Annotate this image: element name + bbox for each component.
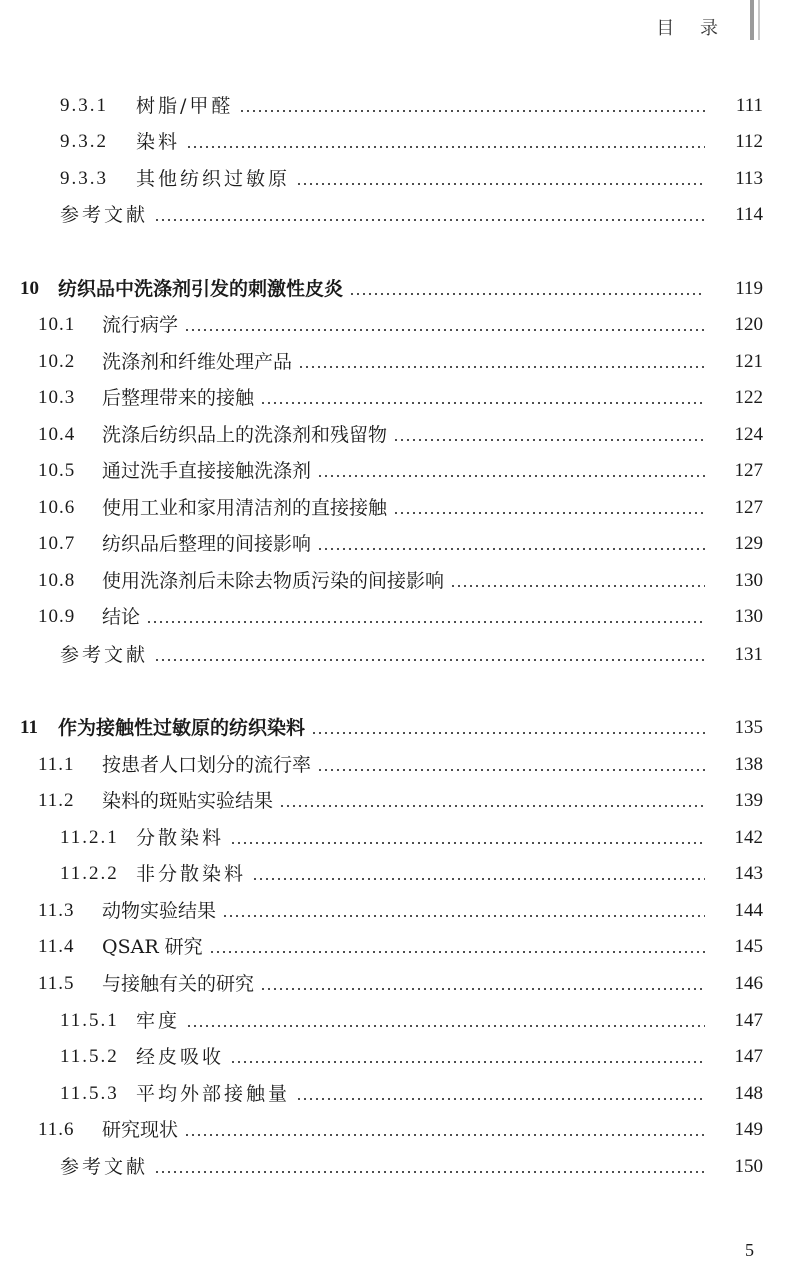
entry-page: 149 (734, 1119, 763, 1140)
entry-title: 通过洗手直接接触洗涤剂 (102, 460, 312, 482)
entry-title: 分散染料 (136, 827, 225, 849)
dot-leader (186, 1025, 705, 1027)
dot-leader (184, 329, 705, 331)
entry-title: 其他纺织过敏原 (136, 168, 291, 190)
entry-page: 114 (735, 204, 763, 225)
entry-number: 11.2.1 (60, 827, 119, 848)
entry-page: 131 (734, 644, 763, 665)
entry-page: 146 (734, 973, 763, 994)
entry-number: 11.5 (38, 973, 75, 994)
entry-page: 148 (734, 1083, 763, 1104)
toc-entry[interactable] (0, 161, 790, 191)
entry-title: 染料的斑贴实验结果 (102, 790, 274, 812)
entry-title: 参考文献 (60, 1156, 149, 1178)
dot-leader (186, 146, 705, 148)
toc-entry-references[interactable] (0, 197, 790, 227)
entry-number: 10.1 (38, 314, 76, 335)
entry-page: 150 (734, 1156, 763, 1177)
dot-leader (296, 1098, 705, 1100)
entry-number: 10.3 (38, 387, 76, 408)
page-number: 5 (745, 1240, 754, 1260)
toc-entry[interactable] (0, 929, 790, 959)
dot-leader (154, 659, 705, 661)
toc-entry[interactable] (0, 966, 790, 996)
entry-page: 147 (734, 1046, 763, 1067)
entry-page: 130 (734, 570, 763, 591)
entry-title: 参考文献 (60, 644, 149, 666)
toc-entry[interactable] (0, 820, 790, 850)
entry-number: 9.3.1 (60, 95, 108, 116)
entry-title: 非分散染料 (136, 863, 247, 885)
entry-number: 11.1 (38, 754, 75, 775)
entry-title: 洗涤后纺织品上的洗涤剂和残留物 (102, 424, 388, 446)
entry-page: 112 (735, 131, 763, 152)
entry-number: 11.5.2 (60, 1046, 119, 1067)
entry-page: 130 (734, 606, 763, 627)
dot-leader (239, 110, 705, 112)
toc-entry[interactable] (0, 856, 790, 886)
entry-page: 122 (734, 387, 763, 408)
dot-leader (298, 366, 705, 368)
entry-title: 与接触有关的研究 (102, 973, 255, 995)
entry-page: 121 (734, 351, 763, 372)
entry-number: 11.2.2 (60, 863, 119, 884)
dot-leader (311, 732, 705, 734)
toc-entry-references[interactable] (0, 637, 790, 667)
dot-leader (317, 475, 705, 477)
entry-page: 145 (734, 936, 763, 957)
dot-leader (393, 512, 705, 514)
toc-entry[interactable] (0, 526, 790, 556)
dot-leader (222, 915, 705, 917)
dot-leader (317, 548, 705, 550)
chapter-number: 11 (20, 717, 38, 738)
entry-page: 127 (734, 460, 763, 481)
entry-title: 按患者人口划分的流行率 (102, 754, 312, 776)
dot-leader (230, 1061, 705, 1063)
entry-number: 10.6 (38, 497, 76, 518)
toc-entry[interactable] (0, 1003, 790, 1033)
entry-page: 120 (734, 314, 763, 335)
entry-number: 11.5.1 (60, 1010, 119, 1031)
dot-leader (279, 805, 705, 807)
entry-page: 119 (735, 278, 763, 299)
dot-leader (154, 219, 705, 221)
entry-title: 使用工业和家用清洁剂的直接接触 (102, 497, 388, 519)
dot-leader (393, 439, 705, 441)
dot-leader (260, 402, 705, 404)
toc-chapter-entry[interactable] (0, 271, 790, 301)
entry-number: 10.9 (38, 606, 76, 627)
entry-number: 10.5 (38, 460, 76, 481)
entry-number: 9.3.2 (60, 131, 108, 152)
running-header (0, 0, 790, 48)
entry-page: 144 (734, 900, 763, 921)
toc-entry[interactable] (0, 124, 790, 154)
entry-page: 143 (734, 863, 763, 884)
entry-title: 动物实验结果 (102, 900, 217, 922)
dot-leader (260, 988, 705, 990)
entry-title: 后整理带来的接触 (102, 387, 255, 409)
toc-entry[interactable] (0, 453, 790, 483)
toc-entry[interactable] (0, 307, 790, 337)
entry-title: 纺织品后整理的间接影响 (102, 533, 312, 555)
entry-number: 11.2 (38, 790, 75, 811)
dot-leader (349, 293, 705, 295)
entry-number: 10.2 (38, 351, 76, 372)
entry-page: 135 (734, 717, 763, 738)
toc-entry[interactable] (0, 1076, 790, 1106)
toc-entry[interactable] (0, 747, 790, 777)
entry-title: 使用洗涤剂后未除去物质污染的间接影响 (102, 570, 445, 592)
entry-title: 经皮吸收 (136, 1046, 225, 1068)
dot-leader (146, 621, 705, 623)
toc-entry[interactable] (0, 893, 790, 923)
toc-entry-references[interactable] (0, 1149, 790, 1179)
entry-title: 研究现状 (102, 1119, 179, 1141)
entry-number: 10.4 (38, 424, 76, 445)
entry-title: 牢度 (136, 1010, 181, 1032)
toc-entry[interactable] (0, 88, 790, 118)
entry-title: QSAR 研究 (102, 936, 203, 958)
entry-number: 11.3 (38, 900, 75, 921)
toc-chapter-entry[interactable] (0, 710, 790, 740)
toc-entry[interactable] (0, 783, 790, 813)
dot-leader (184, 1134, 705, 1136)
chapter-number: 10 (20, 278, 39, 299)
toc-entry[interactable] (0, 417, 790, 447)
entry-page: 139 (734, 790, 763, 811)
entry-page: 124 (734, 424, 763, 445)
toc-entry[interactable] (0, 599, 790, 629)
entry-title: 流行病学 (102, 314, 179, 336)
entry-page: 113 (735, 168, 763, 189)
dot-leader (154, 1171, 705, 1173)
entry-title: 染料 (136, 131, 181, 153)
entry-title: 平均外部接触量 (136, 1083, 291, 1105)
dot-leader (450, 585, 705, 587)
entry-number: 10.7 (38, 533, 76, 554)
entry-number: 10.8 (38, 570, 76, 591)
dot-leader (296, 183, 705, 185)
toc-entry[interactable] (0, 344, 790, 374)
entry-number: 9.3.3 (60, 168, 108, 189)
dot-leader (230, 842, 705, 844)
entry-title: 参考文献 (60, 204, 149, 226)
entry-page: 147 (734, 1010, 763, 1031)
toc-entry[interactable] (0, 1112, 790, 1142)
dot-leader (317, 769, 705, 771)
entry-page: 111 (735, 95, 763, 116)
toc-entry[interactable] (0, 490, 790, 520)
toc-entry[interactable] (0, 1039, 790, 1069)
entry-number: 11.6 (38, 1119, 75, 1140)
running-header-title: 目 录 (656, 18, 728, 39)
entry-title: 结论 (102, 606, 141, 628)
entry-title: 洗涤剂和纤维处理产品 (102, 351, 293, 373)
toc-entry[interactable] (0, 380, 790, 410)
entry-page: 129 (734, 533, 763, 554)
entry-number: 11.5.3 (60, 1083, 119, 1104)
entry-page: 142 (734, 827, 763, 848)
dot-leader (209, 951, 705, 953)
entry-page: 127 (734, 497, 763, 518)
header-edge-bar-thin (758, 0, 760, 40)
dot-leader (252, 878, 705, 880)
entry-number: 11.4 (38, 936, 75, 957)
entry-page: 138 (734, 754, 763, 775)
chapter-title: 作为接触性过敏原的纺织染料 (58, 717, 306, 739)
toc-entry[interactable] (0, 563, 790, 593)
header-edge-bar (750, 0, 754, 40)
entry-title: 树脂/甲醛 (136, 95, 234, 117)
chapter-title: 纺织品中洗涤剂引发的刺激性皮炎 (58, 278, 344, 300)
